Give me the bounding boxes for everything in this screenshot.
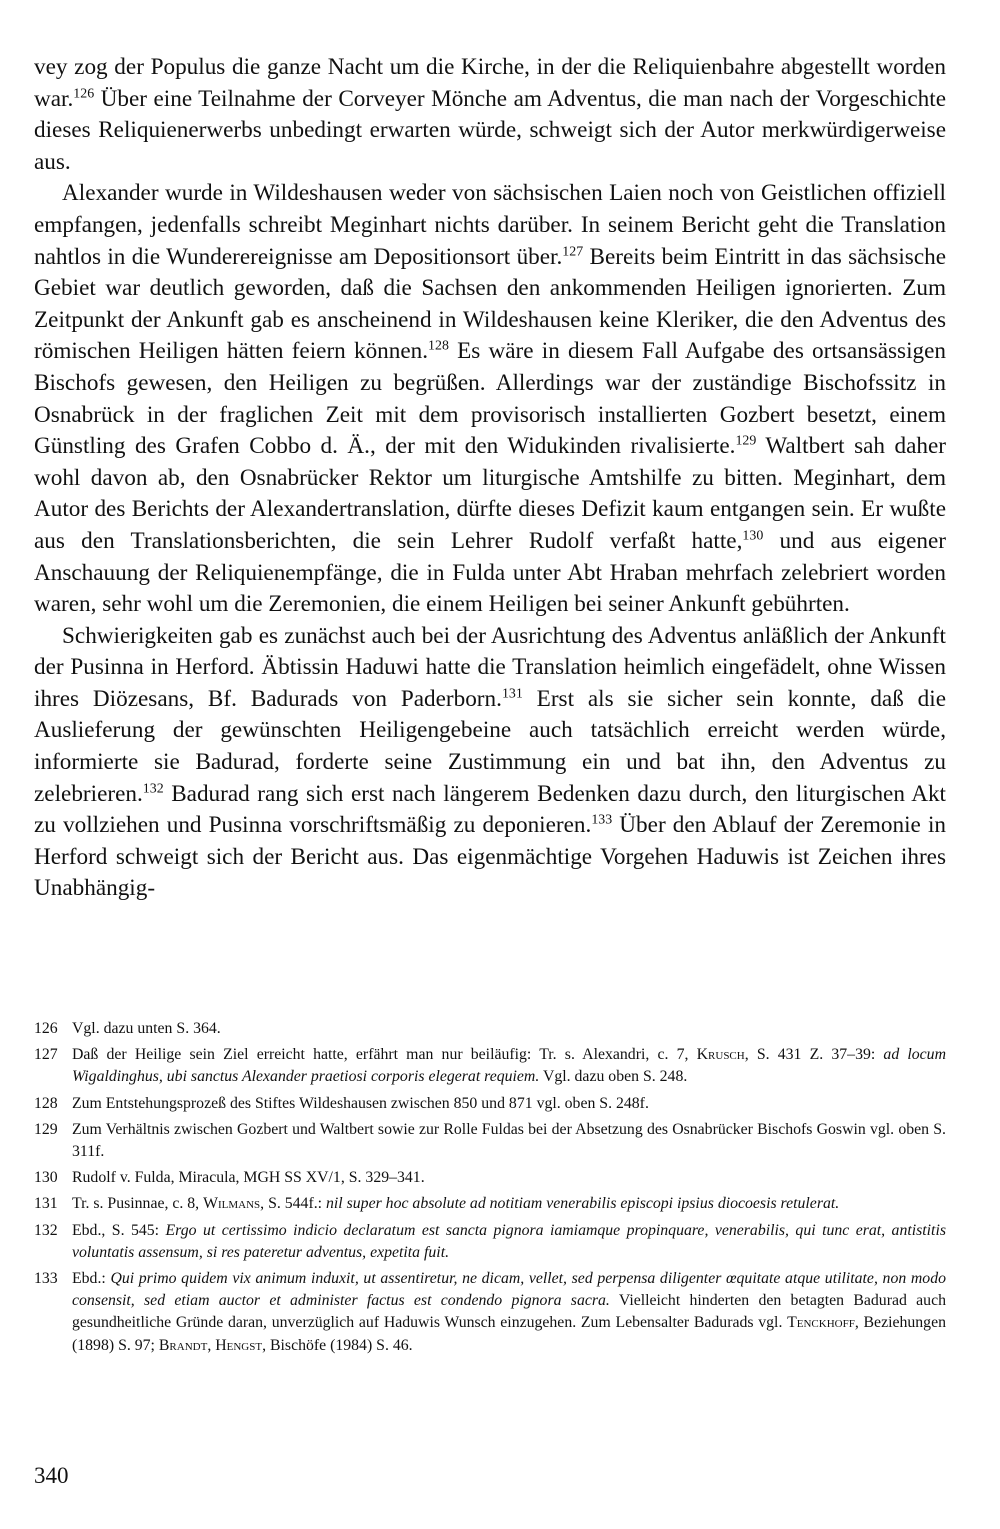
- footnote-number: 128: [34, 1094, 58, 1112]
- text-run: Über den Ablauf der Zeremonie in Herford schweigt sich der Bericht aus. Das eigenmächtige Vorgehen Haduwis ist Zeichen ihres Unabhängig-: [34, 812, 946, 902]
- latin-quote: Qui primo quidem vix animum induxit, ut assentiretur, ne dicam, vellet, sed perpensa diligenter œquitate atque utilitate, non modo consensit, sed etiam auctor et administer factus est condendo pignora sacra.: [72, 1270, 946, 1310]
- text-run: Vgl. dazu unten S. 364.: [72, 1020, 221, 1037]
- footnote: [34, 1018, 946, 1040]
- footnote-number: 130: [34, 1169, 58, 1187]
- text-run: Alexander wurde in Wildeshausen weder von sächsischen Laien noch von Geistlichen offiziell empfangen, jedenfalls schreibt Meginhart nichts darüber. In seinem Bericht geht die Translation nahtlos in die Wunderereignisse am Depositionsort über.: [34, 180, 946, 270]
- text-run: Zum Entstehungsprozeß des Stiftes Wildeshausen zwischen 850 und 871 vgl. oben S. 248f.: [72, 1094, 649, 1112]
- text-run: und aus eigener Anschauung der Reliquienempfänge, die in Fulda unter Abt Hraban mehrfach zelebriert worden waren, sehr wohl um die Zeremonien, die einem Heiligen bei seiner Ankunft gebührten.: [34, 527, 946, 618]
- text-run: Erst als sie sicher sein konnte, daß die Auslieferung der gewünschten Heiligengebeine auch tatsächlich erreicht werden würde, informierte sie Badurad, forderte seine Zustimmung ein und bat ihn, den Adventus zu zelebrieren.: [34, 685, 947, 807]
- footnote: [34, 1119, 946, 1163]
- author-name: Brandt: [158, 1336, 208, 1354]
- footnote-ref: 129: [735, 433, 757, 449]
- text-run: , Bischöfe (1984) S. 46.: [262, 1336, 413, 1354]
- footnote-ref: 130: [742, 528, 764, 544]
- footnote-ref: 132: [142, 781, 164, 797]
- text-run: Ebd.:: [72, 1270, 111, 1288]
- latin-quote: ad locum Wigaldinghus, ubi sanctus Alexander praetiosi corporis elegerat requiem.: [72, 1046, 946, 1086]
- footnote-ref: 126: [73, 86, 95, 102]
- footnote-number: 132: [34, 1221, 58, 1239]
- text-run: Schwierigkeiten gab es zunächst auch bei der Ausrichtung des Adventus anläßlich der Ankunft der Pusinna in Herford. Äbtissin Haduwi hatte die Translation heimlich eingefädelt, ohne Wissen ihres Diözesans, Bf. Badurads von Paderborn.: [34, 622, 946, 712]
- text-run: Daß der Heilige sein Ziel erreicht hatte, erfährt man nur beiläufig: Tr. s. Alexandri, c. 7,: [72, 1046, 697, 1064]
- footnote-number: 131: [34, 1195, 58, 1213]
- text-run: ,: [207, 1336, 216, 1354]
- text-run: vey zog der Populus die ganze Nacht um die Kirche, in der die Reliquienbahre abgestellt worden war.: [34, 54, 946, 112]
- paragraph: [34, 52, 946, 178]
- latin-quote: Ergo ut certissimo indicio declaratum est sancta pignora iamiamque propinquare, venerabilis, qui tunc erat, antistitis voluntatis assensum, si res pateretur adventus, expetita fuit.: [72, 1221, 946, 1261]
- text-run: Ebd., S. 545:: [72, 1221, 166, 1239]
- footnote-ref: 131: [501, 686, 523, 702]
- main-text: [34, 52, 946, 905]
- text-run: Tr. s. Pusinnae, c. 8,: [72, 1195, 204, 1213]
- footnote-ref: 128: [428, 339, 449, 354]
- footnote: [34, 1220, 946, 1264]
- text-run: , Beziehungen (1898) S. 97;: [72, 1314, 946, 1354]
- footnote-ref: 127: [562, 244, 584, 260]
- author-name: Hengst: [215, 1336, 263, 1354]
- footnote-number: 133: [34, 1270, 58, 1288]
- text-run: Zum Verhältnis zwischen Gozbert und Waltbert sowie zur Rolle Fuldas bei der Absetzung des Osnabrücker Bischofs Goswin vgl. oben S. 311f.: [72, 1120, 946, 1161]
- text-run: Es wäre in diesem Fall Aufgabe des ortsansässigen Bischofs gewesen, den Heiligen zu begrüßen. Allerdings war der zuständige Bischofssitz in Osnabrück in der fraglichen Zeit mit dem provisorisch installierten Gozbert besetzt, einem Günstling des Grafen Cobbo d. Ä., der mit den Widukinden rivalisierte.: [34, 338, 946, 460]
- text-run: Badurad rang sich erst nach längerem Bedenken dazu durch, den liturgischen Akt zu vollziehen und Pusinna vorschriftsmäßig zu deponieren.: [34, 780, 946, 839]
- page-number: 340: [34, 1463, 69, 1488]
- footnote: [34, 1193, 946, 1215]
- footnotes: [34, 1018, 946, 1361]
- footnote-number: 129: [34, 1120, 58, 1138]
- text-run: Waltbert sah daher wohl davon ab, den Osnabrücker Rektor um liturgische Amtshilfe zu bitten. Meginhart, dem Autor des Berichts der Alexandertranslation, dürfte dieses Defizit kaum entgangen sein. Er wußte aus den Translationsberichten, die sein Lehrer Rudolf verfaßt hatte,: [34, 433, 946, 554]
- author-name: Tenckhoff: [787, 1314, 855, 1332]
- text-run: Über eine Teilnahme der Corveyer Mönche am Adventus, die man nach der Vorgeschichte dieses Reliquienerwerbs unbedingt erwarten würde, schweigt sich der Autor merkwürdigerweise aus.: [34, 85, 946, 175]
- footnote: [34, 1044, 946, 1088]
- footnote: [34, 1268, 946, 1357]
- latin-quote: nil super hoc absolute ad notitiam venerabilis episcopi ipsius diocoesis retulerat.: [326, 1195, 840, 1213]
- footnote-number: 126: [34, 1020, 58, 1037]
- text-run: Bereits beim Eintritt in das sächsische Gebiet war deutlich geworden, daß die Sachsen den ankommenden Heiligen ignorierten. Zum Zeitpunkt der Ankunft gab es anscheinend in Wildeshausen keine Kleriker, die den Adventus des römischen Heiligen hätten feiern können.: [34, 243, 947, 365]
- paragraph: [34, 621, 946, 905]
- text-run: , S. 544f.:: [260, 1195, 326, 1213]
- author-name: Wilmans: [203, 1195, 261, 1213]
- paragraph: [34, 178, 946, 620]
- footnote: [34, 1093, 946, 1115]
- text-run: Vielleicht hinderten den betagten Badurad auch gesundheitliche Gründe daran, unverzüglich auf Haduwis Wunsch einzugehen. Zum Lebensalter Badurads vgl.: [72, 1292, 946, 1332]
- text-run: Vgl. dazu oben S. 248.: [539, 1068, 688, 1086]
- footnote-ref: 133: [591, 812, 613, 828]
- author-name: Krusch: [696, 1046, 745, 1064]
- footnote-number: 127: [34, 1046, 58, 1064]
- footnote: [34, 1167, 946, 1189]
- text-run: Rudolf v. Fulda, Miracula, MGH SS XV/1, S. 329–341.: [72, 1169, 425, 1187]
- text-run: , S. 431 Z. 37–39:: [744, 1046, 884, 1064]
